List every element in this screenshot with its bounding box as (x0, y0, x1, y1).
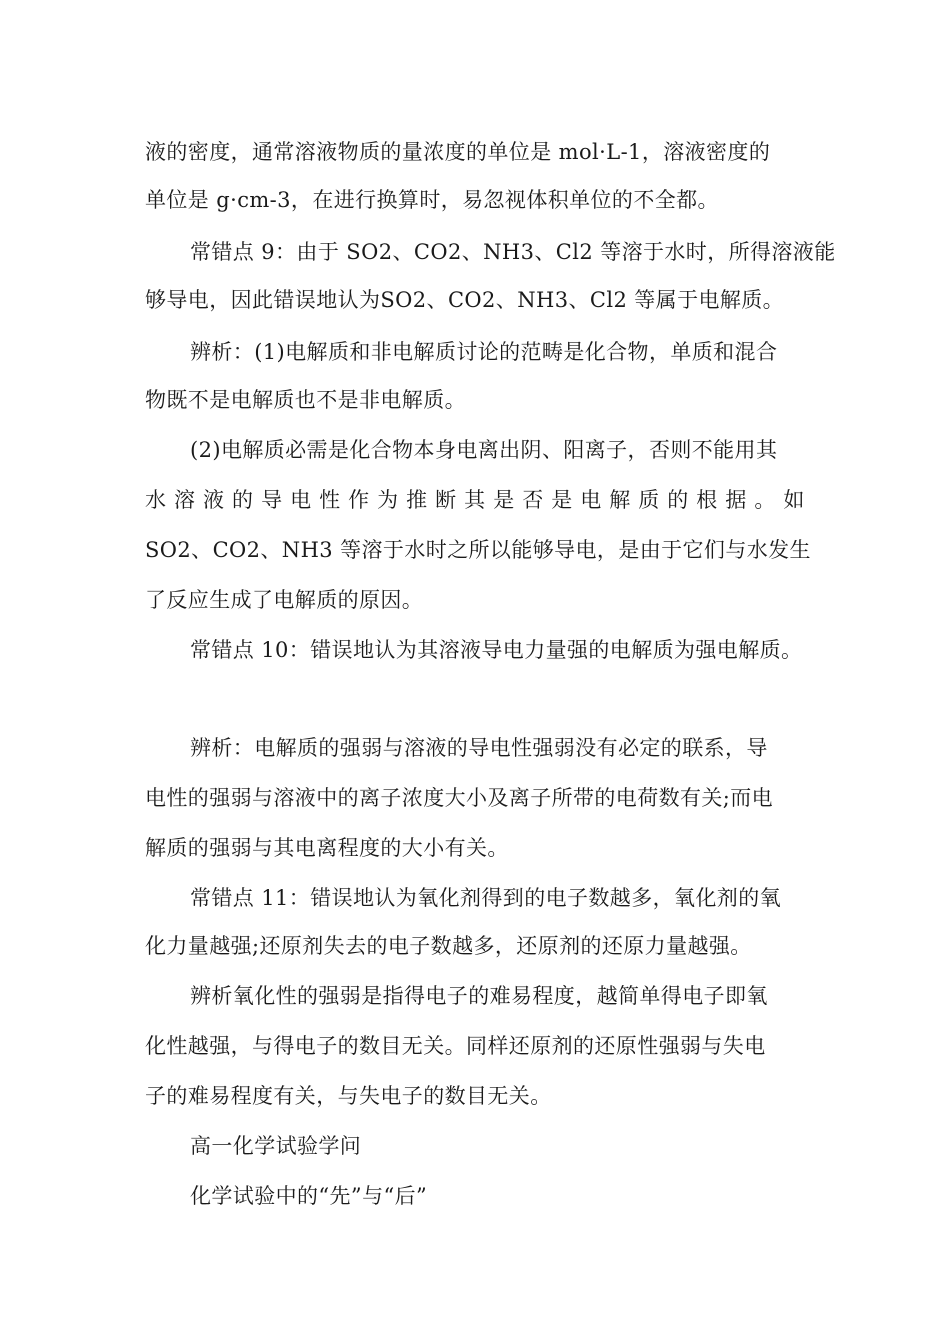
text-line: 辨析：(1)电解质和非电解质讨论的范畴是化合物，单质和混合 (190, 340, 778, 364)
justified-text-line: 水 溶 液 的 导 电 性 作 为 推 断 其 是 否 是 电 解 质 的 根 据 。 如 (145, 488, 805, 512)
subsection-heading: 化学试验中的“先”与“后” (190, 1184, 428, 1208)
text-line: 常错点 10：错误地认为其溶液导电力量强的电解质为强电解质。 (190, 638, 803, 662)
text-line: (2)电解质必需是化合物本身电离出阴、阳离子，否则不能用其 (190, 438, 778, 462)
text-line: 够导电，因此错误地认为SO2、CO2、NH3、Cl2 等属于电解质。 (145, 288, 785, 312)
text-line: 辨析：电解质的强弱与溶液的导电性强弱没有必定的联系，导 (190, 736, 768, 760)
text-line: 辨析氧化性的强弱是指得电子的难易程度，越简单得电子即氧 (190, 984, 768, 1008)
text-line: 物既不是电解质也不是非电解质。 (145, 388, 466, 412)
text-line: 了反应生成了电解质的原因。 (145, 588, 424, 612)
text-line: 解质的强弱与其电离程度的大小有关。 (145, 836, 509, 860)
text-line: 化性越强，与得电子的数目无关。同样还原剂的还原性强弱与失电 (145, 1034, 766, 1058)
text-line: 化力量越强;还原剂失去的电子数越多，还原剂的还原力量越强。 (145, 934, 752, 958)
text-line: 常错点 11：错误地认为氧化剂得到的电子数越多，氧化剂的氧 (190, 886, 781, 910)
text-line: 液的密度，通常溶液物质的量浓度的单位是 mol·L-1，溶液密度的 (145, 140, 771, 164)
text-line: SO2、CO2、NH3 等溶于水时之所以能够导电，是由于它们与水发生 (145, 538, 811, 562)
text-line: 电性的强弱与溶液中的离子浓度大小及离子所带的电荷数有关;而电 (145, 786, 774, 810)
text-line: 常错点 9：由于 SO2、CO2、NH3、Cl2 等溶于水时，所得溶液能 (190, 240, 836, 264)
text-line: 单位是 g·cm-3，在进行换算时，易忽视体积单位的不全都。 (145, 188, 719, 212)
text-line: 子的难易程度有关，与失电子的数目无关。 (145, 1084, 552, 1108)
section-heading: 高一化学试验学问 (190, 1134, 362, 1158)
